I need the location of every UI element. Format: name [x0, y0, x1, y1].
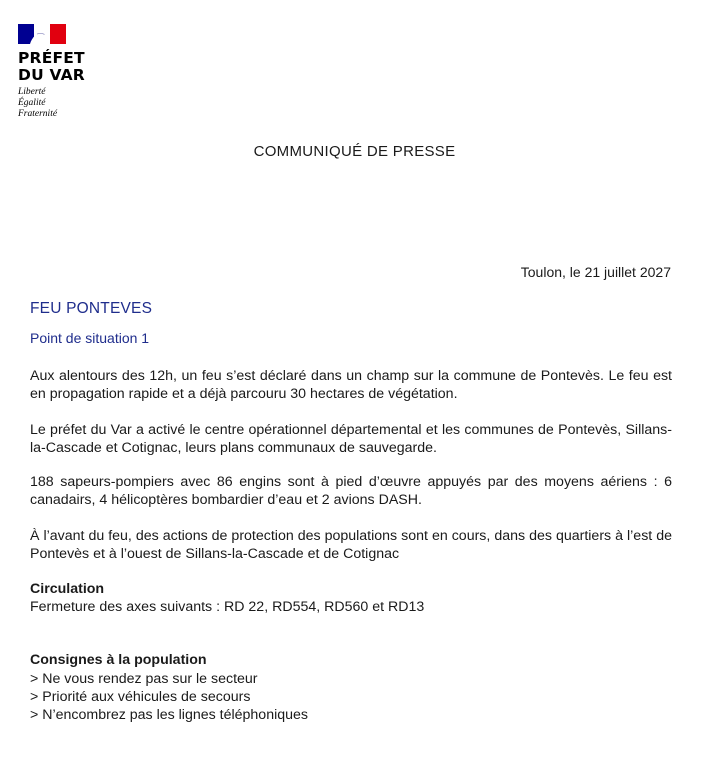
paragraph-protection: À l’avant du feu, des actions de protection des populations sont en cours, dans des quartiers à l’est de Pontevès et à l’ouest de Sillans-la-Cascade et de Cotignac	[30, 528, 672, 562]
headline: FEU PONTEVES	[30, 300, 153, 317]
circulation-text: Fermeture des axes suivants : RD 22, RD554, RD560 et RD13	[30, 599, 425, 615]
republic-motto	[18, 87, 138, 120]
paragraph-prefect-action: Le préfet du Var a activé le centre opérationnel départemental et les communes de Pontevès, Sillans-la-Cascade et Cotignac, leurs plans communaux de sauvegarde.	[30, 422, 672, 456]
prefecture-logo	[18, 24, 138, 120]
circulation-title: Circulation	[30, 581, 105, 597]
list-item: > Ne vous rendez pas sur le secteur	[30, 671, 258, 687]
consignes-list	[30, 670, 308, 724]
logo-line-prefet: PRÉFET	[18, 49, 85, 67]
paragraph-firefighters: 188 sapeurs-pompiers avec 86 engins sont à pied d’œuvre appuyés par des moyens aériens : 6 canadairs, 4 hélicoptères bombardier d’eau et 2 avions DASH.	[30, 474, 672, 508]
list-item: > N’encombrez pas les lignes téléphoniques	[30, 707, 309, 723]
motto-fraternite: Fraternité	[18, 109, 58, 119]
dateline: Toulon, le 21 juillet 2027	[520, 264, 671, 280]
logo-line-du-var: DU VAR	[18, 65, 85, 84]
logo-title	[18, 50, 138, 83]
motto-egalite: Égalité	[18, 98, 46, 108]
document-type: COMMUNIQUÉ DE PRESSE	[253, 143, 456, 160]
subheadline: Point de situation 1	[30, 330, 150, 346]
consignes-title: Consignes à la population	[30, 652, 207, 668]
list-item: > Priorité aux véhicules de secours	[30, 689, 251, 705]
paragraph-fire-start: Aux alentours des 12h, un feu s’est déclaré dans un champ sur la commune de Pontevès. Le feu est en propagation rapide et a déjà parcouru 30 hectares de végétation.	[30, 368, 672, 402]
motto-liberte: Liberté	[18, 87, 46, 97]
marianne-flag-icon	[18, 24, 66, 44]
